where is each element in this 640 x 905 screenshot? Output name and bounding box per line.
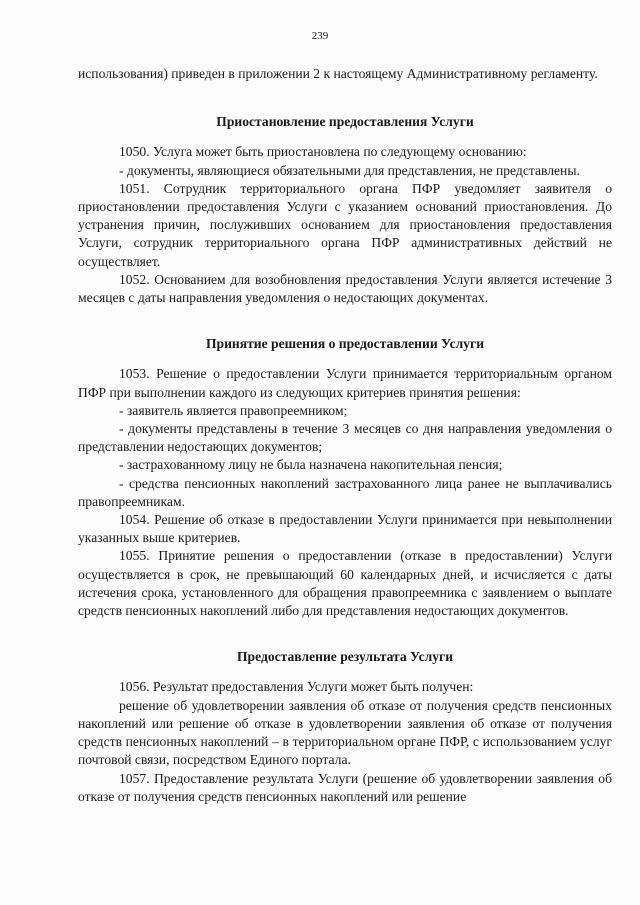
paragraph-1056-detail: решение об удовлетворении заявления об отказе от получения средств пенсионных накоплений или решение об отказе в удовлетворении заявления об отказе от получения средств пенсионных накоплений – в территориальном органе ПФР, с использованием услуг почтовой связи, посредством Единого портала. [78,697,612,768]
paragraph-1051: 1051. Сотрудник территориального органа ПФР уведомляет заявителя о приостановлении предоставления Услуги с указанием оснований приостановления. До устранения причин, послуживших основанием для приостановления предоставления Услуги, сотрудник территориального органа ПФР административных действий не осуществляет. [78,180,612,269]
page-number: 239 [311,30,329,42]
paragraph-1053: 1053. Решение о предоставлении Услуги принимается территориальным органом ПФР при выполнении каждого из следующих критериев принятия решения: [78,366,612,400]
paragraph-1050-item: - документы, являющиеся обязательными для представления, не представлены. [119,162,580,178]
paragraph-1050: 1050. Услуга может быть приостановлена по следующему основанию: [119,144,527,160]
paragraph-1057: 1057. Предоставление результата Услуги (решение об удовлетворении заявления об отказе от получения средств пенсионных накоплений или решение [78,770,612,804]
criteria-item-1: - заявитель является правопреемником; [119,402,348,418]
paragraph-1056: 1056. Результат предоставления Услуги может быть получен: [119,679,474,695]
paragraph-1055: 1055. Принятие решения о предоставлении (отказе в предоставлении) Услуги осуществляется в срок, не превышающий 60 календарных дней, и исчисляется с даты истечения срока, установленного для обращения правопреемника с заявлением о выплате средств пенсионных накоплений либо для представления недостающих документов. [78,548,612,619]
criteria-item-4: - средства пенсионных накоплений застрахованного лица ранее не выплачивались правопреемникам. [78,475,612,509]
section-heading-result: Предоставление результата Услуги [236,649,454,665]
paragraph-1052: 1052. Основанием для возобновления предоставления Услуги является истечение 3 месяцев с даты направления уведомления о недостающих документах. [78,271,612,306]
paragraph-1054: 1054. Решение об отказе в предоставлении Услуги принимается при невыполнении указанных выше критериев. [78,512,612,546]
document-body [78,65,612,806]
paragraph-continuation: использования) приведен в приложении 2 к настоящему Административному регламенту. [78,66,598,81]
section-heading-suspension: Приостановление предоставления Услуги [216,114,474,130]
criteria-item-2: - документы представлены в течение 3 месяцев со дня направления уведомления о представлении недостающих документов; [78,421,612,455]
section-heading-decision: Принятие решения о предоставлении Услуги [205,336,485,352]
criteria-item-3: - застрахованному лицу не была назначена накопительная пенсия; [119,457,503,473]
